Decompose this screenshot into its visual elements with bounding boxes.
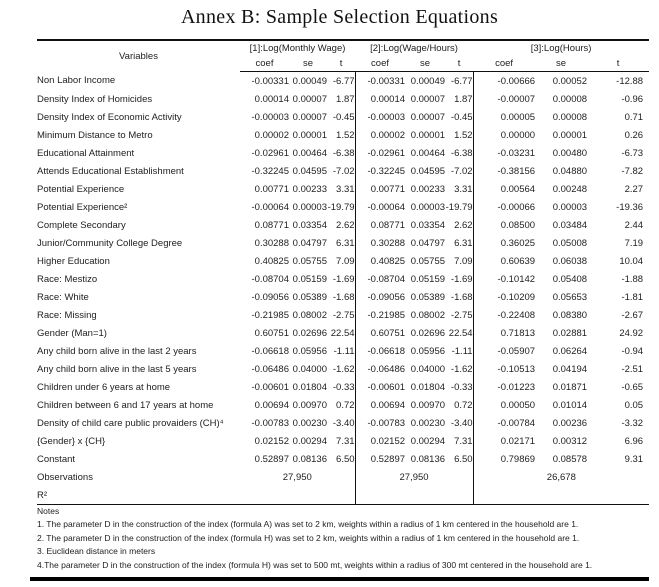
table-body: [37, 72, 649, 469]
table-row: [37, 432, 649, 450]
value-g3-coef: 0.00000: [473, 126, 535, 144]
value-g2-se: 0.05159: [410, 273, 446, 285]
variable-label: Potential Experience: [37, 183, 125, 195]
table-wrapper: [37, 39, 649, 505]
value-g3-coef: -0.10142: [473, 270, 535, 288]
value-g1-t: -1.69: [332, 273, 355, 285]
group-3-header: [3]:Log(Hours): [530, 43, 592, 54]
value-g1-t: 22.54: [330, 327, 355, 339]
value-g2-se: 0.02696: [410, 327, 446, 339]
value-g2-t: -6.77: [450, 75, 473, 87]
value-g2-coef: -0.00064: [355, 198, 405, 216]
value-g1-coef: -0.06618: [251, 345, 289, 357]
value-g2-se: 0.05956: [410, 345, 446, 357]
value-g1-se: 0.04000: [292, 363, 327, 375]
value-g3-t: -0.96: [621, 93, 644, 105]
value-g1-se: 0.05159: [292, 273, 327, 285]
notes-section: [37, 504, 649, 572]
value-g3-se: 0.00008: [552, 111, 588, 123]
g3-se-header: se: [535, 56, 587, 72]
value-g1-t: -19.79: [327, 201, 355, 213]
value-g2-se: 0.05389: [410, 291, 446, 303]
variable-label: Density Index of Homicides: [37, 93, 153, 105]
value-g1-coef: 0.30288: [254, 237, 289, 249]
value-g3-coef: -0.00784: [473, 414, 535, 432]
value-g2-coef: 0.40825: [355, 252, 405, 270]
variables-header: Variables: [119, 50, 158, 62]
value-g1-coef: -0.32245: [251, 165, 289, 177]
page: [0, 6, 659, 587]
table-row: [37, 306, 649, 324]
value-g1-coef: -0.06486: [251, 363, 289, 375]
value-g3-coef: -0.10209: [473, 288, 535, 306]
value-g1-coef: -0.02961: [251, 147, 289, 159]
value-g3-coef: -0.38156: [473, 162, 535, 180]
value-g3-se: 0.08380: [552, 309, 588, 321]
value-g3-t: 24.92: [619, 327, 644, 339]
value-g3-se: 0.01871: [552, 381, 588, 393]
selection-equations-table: [37, 39, 649, 505]
value-g3-se: 0.04194: [552, 363, 588, 375]
r-squared-label: R²: [37, 486, 240, 505]
value-g1-se: 0.00007: [292, 93, 327, 105]
value-g1-t: -0.33: [332, 381, 355, 393]
value-g1-coef: 0.00694: [254, 399, 289, 411]
value-g2-t: 7.09: [454, 255, 473, 267]
variable-label: Attends Educational Establishment: [37, 165, 184, 177]
value-g1-t: 2.62: [336, 219, 355, 231]
variable-label: Minimum Distance to Metro: [37, 129, 153, 141]
value-g2-se: 0.00003: [410, 201, 446, 213]
value-g2-se: 0.05755: [410, 255, 446, 267]
value-g2-coef: -0.08704: [355, 270, 405, 288]
value-g3-se: 0.03484: [552, 219, 588, 231]
variable-label: Race: Mestizo: [37, 273, 98, 285]
value-g1-coef: 0.00002: [254, 129, 289, 141]
value-g2-t: -1.68: [450, 291, 473, 303]
value-g2-t: 6.31: [454, 237, 473, 249]
g3-t-header: t: [587, 56, 649, 72]
variable-label: Junior/Community College Degree: [37, 237, 183, 249]
value-g1-se: 0.00294: [292, 435, 327, 447]
table-row: [37, 324, 649, 342]
table-row: [37, 126, 649, 144]
value-g1-se: 0.00233: [292, 183, 327, 195]
value-g3-se: 0.04880: [552, 165, 588, 177]
table-footer-rows: [37, 468, 649, 505]
value-g2-coef: 0.00014: [355, 90, 405, 108]
value-g2-coef: -0.32245: [355, 162, 405, 180]
value-g2-coef: -0.21985: [355, 306, 405, 324]
bottom-rule: [30, 577, 649, 581]
group-1-header: [1]:Log(Monthly Wage): [249, 43, 346, 54]
note-4: 4.The parameter D in the construction of the index (formula H) was set to 500 mt, weights within a radius of 300 mt centered in the household are 1.: [37, 559, 593, 570]
value-g3-t: 0.26: [624, 129, 644, 141]
value-g2-coef: 0.00694: [355, 396, 405, 414]
g1-coef-header: coef: [240, 56, 289, 72]
table-row: [37, 162, 649, 180]
variable-label: Density of child care public provaiders (CH)⁴: [37, 417, 224, 429]
value-g3-coef: -0.10513: [473, 360, 535, 378]
value-g1-t: 1.87: [336, 93, 355, 105]
value-g1-se: 0.00464: [292, 147, 327, 159]
value-g1-se: 0.00001: [292, 129, 327, 141]
value-g2-se: 0.01804: [410, 381, 446, 393]
value-g2-coef: 0.00771: [355, 180, 405, 198]
note-2: 2. The parameter D in the construction of the index (formula H) was set to 2 km, weights within a radius of 1 km centered in the household are 1.: [37, 532, 580, 543]
value-g2-coef: 0.08771: [355, 216, 405, 234]
value-g3-t: 2.27: [624, 183, 644, 195]
value-g1-t: -1.68: [332, 291, 355, 303]
value-g1-coef: -0.08704: [251, 273, 289, 285]
value-g2-t: -1.11: [451, 345, 473, 357]
value-g1-t: -2.75: [332, 309, 355, 321]
value-g1-t: -1.11: [333, 345, 355, 357]
value-g1-se: 0.03354: [292, 219, 327, 231]
value-g3-se: 0.00052: [552, 75, 588, 87]
table-row: [37, 216, 649, 234]
value-g2-se: 0.08002: [410, 309, 446, 321]
variable-label: Any child born alive in the last 5 years: [37, 363, 197, 375]
value-g1-coef: 0.60751: [254, 327, 289, 339]
value-g1-coef: 0.52897: [254, 453, 289, 465]
value-g2-se: 0.00233: [410, 183, 446, 195]
value-g2-t: -19.79: [445, 201, 473, 213]
value-g3-t: -0.65: [621, 381, 644, 393]
value-g3-coef: 0.00050: [473, 396, 535, 414]
value-g1-coef: -0.09056: [251, 291, 289, 303]
value-g2-coef: 0.52897: [355, 450, 405, 468]
value-g1-coef: 0.40825: [254, 255, 289, 267]
value-g3-t: 6.96: [624, 435, 644, 447]
table-row: [37, 234, 649, 252]
value-g1-se: 0.08002: [292, 309, 327, 321]
table-row: [37, 90, 649, 108]
variable-label: Gender (Man=1): [37, 327, 107, 339]
value-g2-se: 0.04000: [410, 363, 446, 375]
observations-g2: 27,950: [355, 468, 473, 486]
value-g3-coef: 0.08500: [473, 216, 535, 234]
value-g2-t: 6.50: [454, 453, 473, 465]
value-g2-t: -2.75: [450, 309, 473, 321]
value-g3-se: 0.08578: [552, 453, 588, 465]
value-g2-t: -3.40: [450, 417, 473, 429]
value-g2-se: 0.00049: [410, 75, 446, 87]
value-g2-coef: 0.00002: [355, 126, 405, 144]
value-g2-se: 0.00464: [410, 147, 446, 159]
g3-coef-header: coef: [473, 56, 535, 72]
value-g2-coef: -0.09056: [355, 288, 405, 306]
table-row: [37, 396, 649, 414]
value-g3-coef: 0.00564: [473, 180, 535, 198]
value-g3-t: 2.44: [624, 219, 644, 231]
value-g2-se: 0.00007: [410, 111, 446, 123]
value-g2-se: 0.08136: [410, 453, 446, 465]
value-g1-coef: 0.00771: [254, 183, 289, 195]
value-g3-t: -2.51: [621, 363, 644, 375]
value-g2-se: 0.00007: [410, 93, 446, 105]
value-g1-coef: -0.21985: [251, 309, 289, 321]
value-g1-coef: 0.00014: [254, 93, 289, 105]
value-g1-coef: -0.00064: [251, 201, 289, 213]
variable-label: Race: Missing: [37, 309, 97, 321]
value-g1-se: 0.04797: [292, 237, 327, 249]
variable-label: Race: White: [37, 291, 89, 303]
variable-label: Potential Experience²: [37, 201, 128, 213]
value-g3-coef: -0.03231: [473, 144, 535, 162]
group-header-row: [37, 40, 649, 56]
value-g3-coef: 0.36025: [473, 234, 535, 252]
variable-label: Any child born alive in the last 2 years: [37, 345, 197, 357]
value-g1-coef: 0.02152: [254, 435, 289, 447]
value-g1-coef: -0.00003: [251, 111, 289, 123]
value-g3-se: 0.00480: [552, 147, 588, 159]
value-g3-coef: 0.60639: [473, 252, 535, 270]
value-g3-se: 0.00312: [552, 435, 588, 447]
value-g1-t: 7.31: [336, 435, 355, 447]
value-g3-t: -6.73: [621, 147, 644, 159]
value-g2-coef: -0.00331: [355, 72, 405, 91]
g2-se-header: se: [405, 56, 445, 72]
value-g2-coef: -0.06618: [355, 342, 405, 360]
value-g2-t: -0.45: [450, 111, 473, 123]
value-g3-t: -2.67: [621, 309, 644, 321]
value-g3-t: 10.04: [619, 255, 644, 267]
value-g2-coef: -0.06486: [355, 360, 405, 378]
table-row: [37, 108, 649, 126]
observations-label: Observations: [37, 471, 93, 483]
variable-label: Complete Secondary: [37, 219, 126, 231]
value-g3-se: 0.00003: [552, 201, 588, 213]
value-g1-t: 6.31: [336, 237, 355, 249]
value-g2-coef: 0.60751: [355, 324, 405, 342]
value-g1-coef: 0.08771: [254, 219, 289, 231]
value-g3-coef: 0.00005: [473, 108, 535, 126]
value-g1-t: -6.77: [332, 75, 355, 87]
value-g2-t: -6.38: [450, 147, 473, 159]
value-g3-t: -1.81: [621, 291, 644, 303]
variable-label: Higher Education: [37, 255, 110, 267]
value-g3-coef: -0.00007: [473, 90, 535, 108]
value-g3-coef: -0.00066: [473, 198, 535, 216]
value-g2-t: 1.52: [454, 129, 473, 141]
value-g1-coef: -0.00601: [251, 381, 289, 393]
value-g1-se: 0.00007: [292, 111, 327, 123]
value-g2-t: -7.02: [450, 165, 473, 177]
value-g2-t: -1.62: [450, 363, 473, 375]
value-g1-se: 0.01804: [292, 381, 327, 393]
value-g3-t: 7.19: [624, 237, 644, 249]
value-g1-se: 0.05389: [292, 291, 327, 303]
value-g3-se: 0.06038: [552, 255, 588, 267]
value-g2-coef: -0.00003: [355, 108, 405, 126]
value-g3-coef: 0.71813: [473, 324, 535, 342]
value-g3-se: 0.06264: [552, 345, 588, 357]
value-g2-se: 0.03354: [410, 219, 446, 231]
g1-t-header: t: [327, 56, 355, 72]
value-g1-se: 0.05755: [292, 255, 327, 267]
value-g1-se: 0.00230: [292, 417, 327, 429]
value-g2-se: 0.00230: [410, 417, 446, 429]
value-g2-coef: -0.00601: [355, 378, 405, 396]
variable-label: Density Index of Economic Activity: [37, 111, 182, 123]
value-g3-se: 0.00008: [552, 93, 588, 105]
value-g1-t: -0.45: [332, 111, 355, 123]
value-g1-t: -3.40: [332, 417, 355, 429]
value-g2-t: 1.87: [454, 93, 473, 105]
value-g2-se: 0.04595: [410, 165, 446, 177]
r-squared-g2: [355, 486, 473, 505]
table-row: [37, 288, 649, 306]
value-g2-se: 0.00001: [410, 129, 446, 141]
value-g2-t: 0.72: [454, 399, 473, 411]
page-title: Annex B: Sample Selection Equations: [180, 6, 499, 28]
note-1: 1. The parameter D in the construction of the index (formula A) was set to 2 km, weights within a radius of 1 km centered in the household are 1.: [37, 519, 579, 529]
value-g2-se: 0.00294: [410, 435, 446, 447]
value-g2-t: 3.31: [454, 183, 473, 195]
table-row: [37, 180, 649, 198]
variable-label: Children between 6 and 17 years at home: [37, 399, 214, 411]
value-g3-coef: -0.05907: [473, 342, 535, 360]
value-g2-t: 22.54: [448, 327, 473, 339]
r-squared-g3: [473, 486, 649, 505]
value-g3-t: -3.32: [621, 417, 644, 429]
value-g3-t: -12.88: [616, 75, 644, 87]
table-row: [37, 378, 649, 396]
variable-label: {Gender} x {CH}: [37, 435, 106, 447]
value-g1-se: 0.00970: [292, 399, 327, 411]
value-g2-coef: -0.00783: [355, 414, 405, 432]
value-g1-t: -1.62: [332, 363, 355, 375]
value-g2-t: -1.69: [450, 273, 473, 285]
observations-row: [37, 468, 649, 486]
value-g2-coef: -0.02961: [355, 144, 405, 162]
value-g3-t: -1.88: [621, 273, 644, 285]
r-squared-g1: [240, 486, 355, 505]
table-row: [37, 252, 649, 270]
variable-label: Educational Attainment: [37, 147, 135, 159]
value-g3-se: 0.05408: [552, 273, 588, 285]
value-g1-t: 1.52: [336, 129, 355, 141]
value-g2-se: 0.00970: [410, 399, 446, 411]
value-g1-t: -6.38: [332, 147, 355, 159]
value-g2-t: 2.62: [454, 219, 473, 231]
value-g1-se: 0.05956: [292, 345, 327, 357]
table-row: [37, 144, 649, 162]
value-g3-se: 0.00248: [552, 183, 588, 195]
value-g3-coef: -0.00666: [473, 72, 535, 91]
observations-g3: 26,678: [473, 468, 649, 486]
value-g3-t: 0.71: [624, 111, 644, 123]
value-g1-se: 0.08136: [292, 453, 327, 465]
note-3: 3. Euclidean distance in meters: [37, 546, 156, 556]
g2-t-header: t: [445, 56, 473, 72]
value-g1-se: 0.00049: [292, 75, 327, 87]
value-g3-se: 0.05653: [552, 291, 588, 303]
value-g1-se: 0.04595: [292, 165, 327, 177]
value-g1-coef: -0.00783: [251, 417, 289, 429]
group-2-header: [2]:Log(Wage/Hours): [370, 43, 458, 54]
value-g3-se: 0.05008: [552, 237, 588, 249]
table-row: [37, 72, 649, 91]
value-g1-t: 7.09: [336, 255, 355, 267]
notes-heading: Notes: [37, 506, 60, 516]
value-g3-coef: -0.22408: [473, 306, 535, 324]
value-g3-t: 0.05: [624, 399, 644, 411]
observations-g1: 27,950: [282, 471, 312, 483]
variable-label: Constant: [37, 453, 76, 465]
value-g1-t: -7.02: [332, 165, 355, 177]
variable-label: Children under 6 years at home: [37, 381, 171, 393]
value-g1-se: 0.00003: [292, 201, 327, 213]
g2-coef-header: coef: [355, 56, 405, 72]
value-g2-se: 0.04797: [410, 237, 446, 249]
value-g1-t: 0.72: [336, 399, 355, 411]
table-row: [37, 342, 649, 360]
variable-label: Non Labor Income: [37, 75, 116, 87]
value-g1-t: 3.31: [336, 183, 355, 195]
table-row: [37, 270, 649, 288]
table-header: [37, 40, 649, 72]
value-g2-t: 7.31: [454, 435, 473, 447]
value-g3-se: 0.00001: [552, 129, 588, 141]
r-squared-row: [37, 486, 649, 505]
value-g1-coef: -0.00331: [251, 75, 289, 87]
table-row: [37, 450, 649, 468]
value-g3-se: 0.00236: [552, 417, 588, 429]
value-g2-coef: 0.02152: [355, 432, 405, 450]
value-g3-t: -7.82: [621, 165, 644, 177]
table-row: [37, 414, 649, 432]
table-row: [37, 360, 649, 378]
value-g2-coef: 0.30288: [355, 234, 405, 252]
value-g1-se: 0.02696: [292, 327, 327, 339]
value-g2-t: -0.33: [450, 381, 473, 393]
g1-se-header: se: [289, 56, 327, 72]
value-g3-t: -0.94: [621, 345, 644, 357]
value-g3-coef: 0.02171: [473, 432, 535, 450]
value-g3-t: 9.31: [624, 453, 644, 465]
value-g3-se: 0.02881: [552, 327, 588, 339]
value-g1-t: 6.50: [336, 453, 355, 465]
table-row: [37, 198, 649, 216]
value-g3-se: 0.01014: [552, 399, 588, 411]
value-g3-coef: 0.79869: [473, 450, 535, 468]
value-g3-coef: -0.01223: [473, 378, 535, 396]
value-g3-t: -19.36: [616, 201, 644, 213]
